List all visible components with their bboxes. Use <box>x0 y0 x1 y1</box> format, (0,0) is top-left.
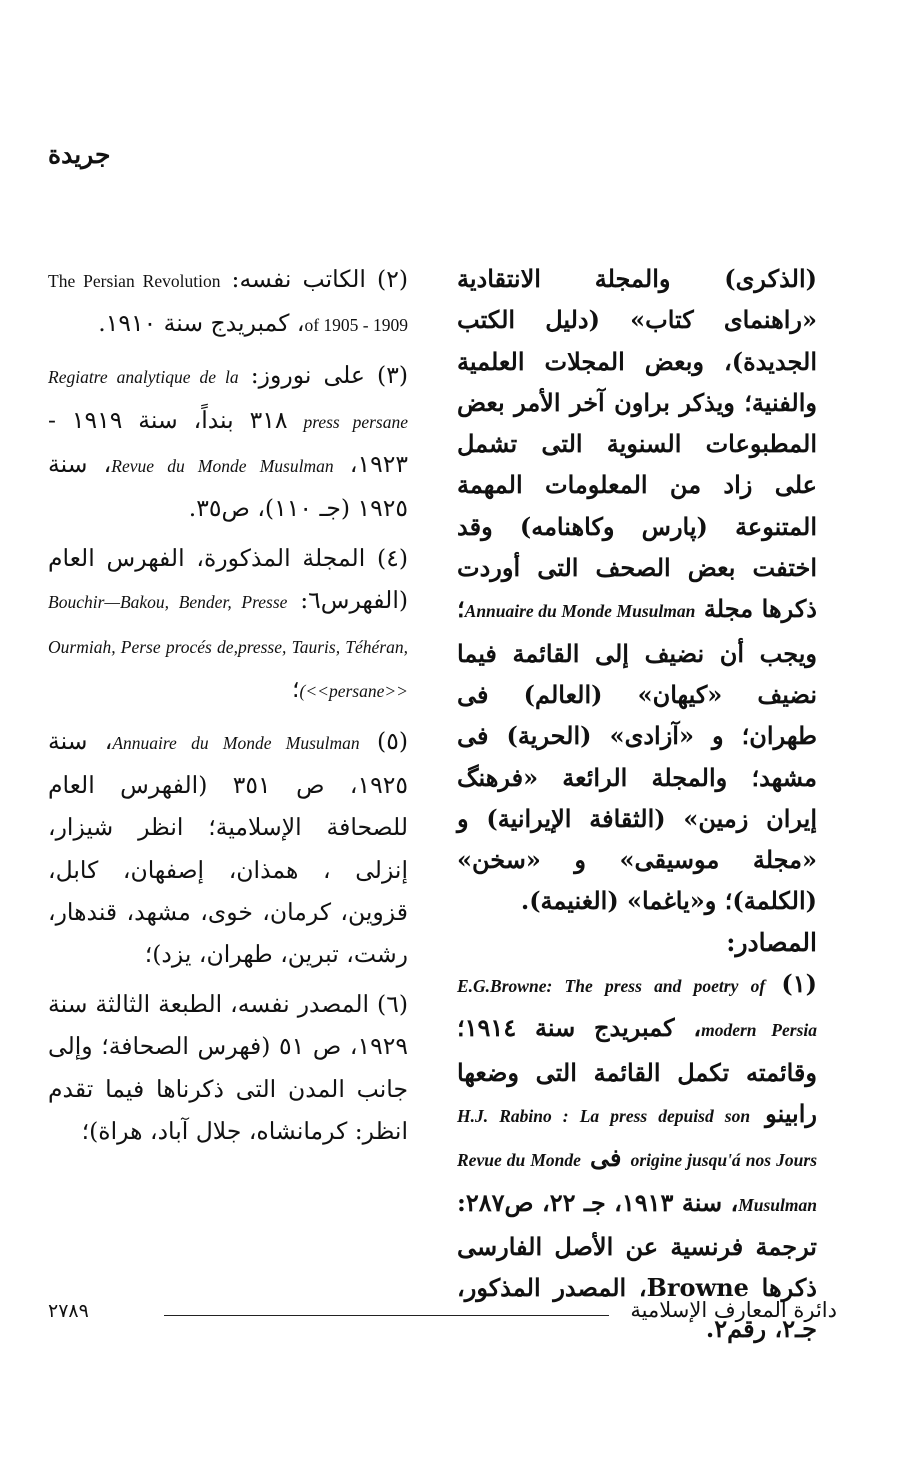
footer-title: دائرة المعارف الإسلامية <box>630 1298 837 1322</box>
note-2 <box>48 258 408 346</box>
note-5 <box>48 720 408 975</box>
source-entry-1 <box>457 963 817 1350</box>
foreign-title: Revue du Monde Musulman <box>457 1150 817 1215</box>
text-run: ؛ <box>292 674 300 703</box>
note-6 <box>48 983 408 1152</box>
right-column <box>457 258 817 1350</box>
foreign-title: E.G.Browne: The press and poetry of modern Persia <box>457 976 817 1041</box>
foreign-title: Annuaire du Monde Musulman <box>112 733 360 754</box>
text-run: (٤) المجلة المذكورة، الفهرس العام (الفهرس٦: <box>48 544 409 615</box>
text-run: ، سنة ١٩٢٥ (جـ ١١٠)، ص٣٥. <box>48 449 408 523</box>
note-number: (١) <box>765 969 817 999</box>
text-run: (٢) الكاتب نفسه: <box>220 265 408 293</box>
text-run: ، كمبريدج سنة ١٩١٤؛ وقائمته تكمل القائمة التى وضعها رابينو <box>457 1013 817 1128</box>
page-number: ٢٧٨٩ <box>48 1300 89 1322</box>
foreign-title: Revue du Monde Musulman <box>111 455 334 476</box>
text-run: ٣١٨ بنداً، سنة ١٩١٩ - ١٩٢٣، <box>48 405 408 478</box>
foreign-title: Bouchir—Bakou, Bender, Presse Ourmiah, Perse procés de,presse, Tauris, Téhéran, (<<persane>> <box>48 592 408 701</box>
body-paragraph <box>457 258 817 922</box>
foreign-title: The Persian Revolution of 1905 - 1909 <box>48 271 408 336</box>
text-run: ؛ ويجب أن نضيف إلى القائمة فيما نضيف «كيهان» (العالم) فى طهران؛ و «آزادى» (الحرية) فى مشهد؛ والمجلة الرائعة «فرهنگ إيران زمين» (الثقافة الإيرانية) و «مجلة موسيقى» و «سخن» (الكلمة)؛ و«ياغما» (الغنيمة). <box>457 594 817 916</box>
text-run: (٥) <box>359 727 408 756</box>
foreign-title: H.J. Rabino : La press depuisd son origine jusqu'á nos Jours <box>457 1105 818 1171</box>
note-4 <box>48 537 408 712</box>
left-column <box>48 258 408 1160</box>
foreign-title: Regiatre analytique de la press persane <box>48 367 408 432</box>
note-3 <box>48 354 408 529</box>
text-run: ، سنة ١٩١٣، جـ ٢٢، ص٢٨٧: ترجمة فرنسية عن الأصل الفارسى ذكرها Browne، المصدر المذكور، جـ٢، رقم٢. <box>457 1187 817 1344</box>
foreign-title: Annuaire du Monde Musulman <box>464 601 696 622</box>
text-run: فى <box>580 1143 631 1173</box>
sources-heading: المصادر: <box>726 927 817 957</box>
footer-rule <box>164 1315 609 1316</box>
page-header-title: جريدة <box>48 140 111 169</box>
text-run: (الذكرى) والمجلة الانتقادية «راهنماى كتاب» (دليل الكتب الجديدة)، وبعض المجلات العلمية والفنية؛ ويذكر براون آخر الأمر بعض المطبوعات السنوية التى تشمل على زاد من المعلومات المهمة المتنوعة (پارس وكاهنامه) وقد اختفت بعض الصحف التى أوردت ذكرها مجلة <box>457 264 817 624</box>
text-run: (٣) على نوروز: <box>238 361 408 390</box>
text-run: (٦) المصدر نفسه، الطبعة الثالثة سنة ١٩٢٩، ص ٥١ (فهرس الصحافة؛ وإلى جانب المدن التى ذكرناها فيما تقدم انظر: كرمانشاه، جلال آباد، هراة)؛ <box>48 990 409 1145</box>
text-run: ، كمبريدج سنة ١٩١٠. <box>98 309 305 338</box>
text-run: ، سنة ١٩٢٥، ص ٣٥١ (الفهرس العام للصحافة الإسلامية؛ انظر شيزار، إنزلى ، همذان، إصفهان، كابل، قزوين، كرمان، خوى، مشهد، قندهار، رشت، تبرين، طهران، يزد)؛ <box>48 727 408 969</box>
page-footer <box>48 1298 837 1328</box>
